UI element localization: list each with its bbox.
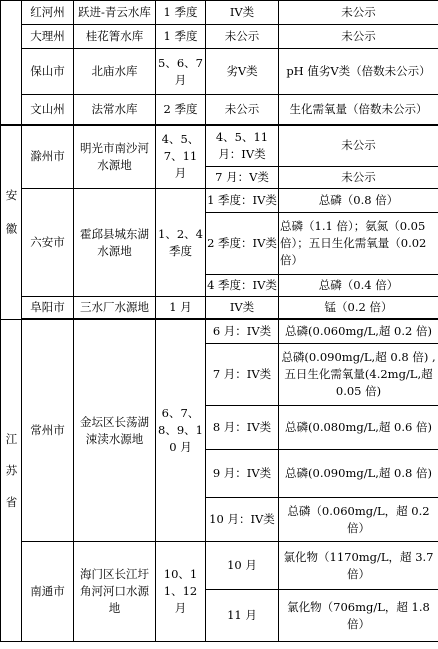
pollutant-cell: 生化需氧量（倍数未公示） — [279, 95, 438, 125]
city-cell: 常州市 — [22, 320, 74, 542]
city-cell: 六安市 — [22, 189, 74, 297]
pollutant-cell: 总磷(0.080mg/L,超 0.6 倍) — [279, 406, 438, 450]
site-cell: 桂花箐水库 — [74, 25, 156, 49]
quality-cell: 11 月 — [206, 590, 279, 642]
table-row — [1, 95, 438, 125]
pollutant-cell: pH 值劣V类（倍数未公示） — [279, 49, 438, 95]
quality-cell: 10 月 — [206, 542, 279, 590]
province-cell: 江苏省 — [1, 320, 22, 642]
city-cell: 红河州 — [22, 1, 74, 25]
site-cell: 北庙水库 — [74, 49, 156, 95]
city-cell: 文山州 — [22, 95, 74, 125]
site-cell: 明光市南沙河水源地 — [74, 125, 156, 189]
quality-cell: 2 季度：IV类 — [206, 213, 279, 275]
site-cell: 金坛区长荡湖涑渎水源地 — [74, 320, 156, 542]
pollutant-cell: 氯化物（706mg/L，超 1.8 倍） — [279, 590, 438, 642]
pollutant-cell: 总磷（0.4 倍） — [279, 275, 438, 297]
site-cell: 跃进-青云水库 — [74, 1, 156, 25]
pollutant-cell: 总磷(0.090mg/L,超 0.8 倍) — [279, 450, 438, 498]
province-cell: 安徽 — [1, 125, 22, 320]
quality-cell: 9 月：IV类 — [206, 450, 279, 498]
pollutant-cell: 未公示 — [279, 25, 438, 49]
table-row — [1, 125, 438, 167]
province-cell — [1, 1, 22, 125]
pollutant-cell: 总磷（1.1 倍）；氨氮（0.05 倍）；五日生化需氧量（0.02 倍） — [279, 213, 438, 275]
site-cell: 法常水库 — [74, 95, 156, 125]
table-row — [1, 25, 438, 49]
quality-cell: 10 月：IV类 — [206, 498, 279, 542]
table-row — [1, 49, 438, 95]
city-cell: 保山市 — [22, 49, 74, 95]
pollutant-cell: 未公示 — [279, 1, 438, 25]
city-cell: 南通市 — [22, 542, 74, 642]
table-row — [1, 1, 438, 25]
site-cell: 霍邱县城东湖水源地 — [74, 189, 156, 297]
quality-cell: 未公示 — [206, 95, 279, 125]
pollutant-cell: 总磷（0.8 倍） — [279, 189, 438, 213]
quality-cell: IV类 — [206, 1, 279, 25]
quality-cell: 未公示 — [206, 25, 279, 49]
period-cell: 1 季度 — [156, 1, 206, 25]
pollutant-cell: 总磷（0.060mg/L，超 0.2 倍） — [279, 498, 438, 542]
quality-cell: 7 月：V类 — [206, 167, 279, 189]
period-cell: 1、2、4 季度 — [156, 189, 206, 297]
period-cell: 6、7、8、9、10 月 — [156, 320, 206, 542]
period-cell: 1 月 — [156, 297, 206, 319]
site-cell: 三水厂水源地 — [74, 297, 156, 319]
city-cell: 滁州市 — [22, 125, 74, 189]
pollutant-cell: 未公示 — [279, 167, 438, 189]
period-cell: 10、11、12 月 — [156, 542, 206, 642]
table-row — [1, 297, 438, 319]
quality-cell: 8 月：IV类 — [206, 406, 279, 450]
pollutant-cell: 总磷(0.060mg/L,超 0.2 倍) — [279, 320, 438, 344]
quality-cell: 7 月：IV类 — [206, 344, 279, 406]
quality-cell: 1 季度：IV类 — [206, 189, 279, 213]
pollutant-cell: 未公示 — [279, 125, 438, 167]
table-row — [1, 320, 438, 344]
site-cell: 海门区长江圩角河河口水源地 — [74, 542, 156, 642]
period-cell: 1 季度 — [156, 25, 206, 49]
city-cell: 阜阳市 — [22, 297, 74, 319]
pollutant-cell: 锰（0.2 倍） — [279, 297, 438, 319]
period-cell: 4、5、7、11 月 — [156, 125, 206, 189]
period-cell: 5、6、7月 — [156, 49, 206, 95]
quality-cell: IV类 — [206, 297, 279, 319]
pollutant-cell: 氯化物（1170mg/L，超 3.7 倍） — [279, 542, 438, 590]
table-row — [1, 542, 438, 590]
city-cell: 大理州 — [22, 25, 74, 49]
pollutant-cell: 总磷(0.090mg/L,超 0.8 倍) ,五日生化需氧量(4.2mg/L,超 0.05 倍) — [279, 344, 438, 406]
quality-cell: 6 月：IV类 — [206, 320, 279, 344]
quality-cell: 4 季度：IV类 — [206, 275, 279, 297]
period-cell: 2 季度 — [156, 95, 206, 125]
quality-cell: 4、5、11 月：IV类 — [206, 125, 279, 167]
quality-cell: 劣V类 — [206, 49, 279, 95]
table-row — [1, 189, 438, 213]
